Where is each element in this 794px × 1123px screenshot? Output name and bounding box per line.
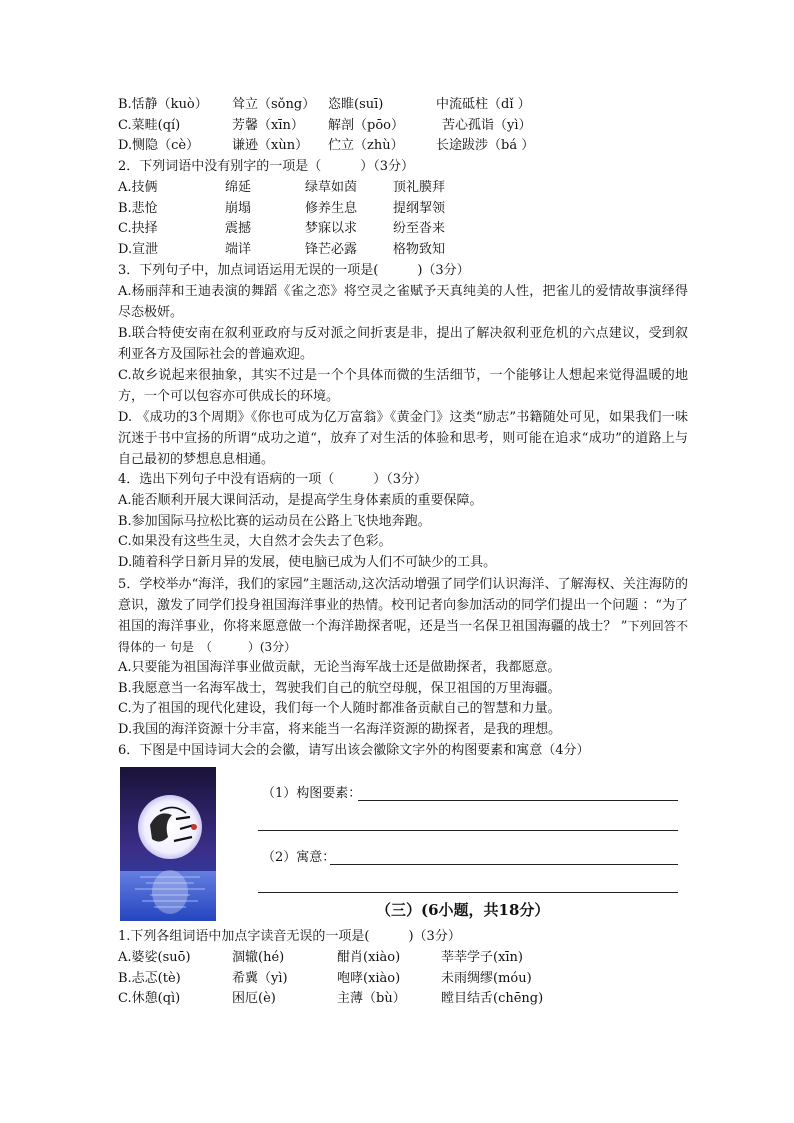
option-word: 提纲挈领 [393,200,446,216]
q5-stem-part1: 5．学校举办“海洋，我们的家园” [118,576,310,592]
option-word: D.宣泄 [118,241,159,257]
q3-option-b: B.联合特使安南在叙利亚政府与反对派之间折衷是非，提出了解决叙利亚危机的六点建议，受到叙利亚各方及国际社会的普遍欢迎。 [118,326,688,363]
question-stem: 2．下列词语中没有别字的一项是（ ）（3分） [118,159,415,175]
question-3 [118,261,688,471]
question-stem: 6．下图是中国诗词大会的会徽，请写出该会徽除文字外的构图要素和寓意（4分） [118,742,590,758]
option-word: B.悲怆 [118,200,158,216]
q5-option-b: B.我愿意当一名海军战士，驾驶我们自己的航空母舰，保卫祖国的万里海疆。 [118,680,561,696]
question-stem: 4．选出下列句子中没有语病的一项（ ）（3分） [118,472,428,488]
answer-row-3 [258,831,678,866]
option-word: 瞠目结舌(chēng) [441,991,544,1007]
sec3-option-b [118,969,688,990]
question-stem [118,574,688,658]
option-word: 主薄（bù） [337,991,406,1007]
option-word: 莘莘学子(xīn) [441,950,524,966]
option-word: 未雨绸缪(móu) [441,970,532,986]
q5-option-c: C.为了祖国的现代化建设，我们每一个人随时都准备贡献自己的智慧和力量。 [118,701,561,717]
option-word: C.抉择 [118,221,158,237]
option-word: 绵延 [225,179,252,195]
option-word: B.忐忑(tè) [118,970,181,986]
question-6 [118,741,688,928]
question-4 [118,470,688,574]
q5-option-a: A.只要能为祖国海洋事业做贡献，无论当海军战士还是做勘探者，我都愿意。 [118,659,561,675]
option-word: 纷至沓来 [393,221,446,237]
option-word: 震撼 [225,221,252,237]
option-word: 绿草如茵 [305,179,358,195]
q3-option-d: D. 《成功的3个周期》《你也可成为亿万富翁》《黄金门》这类“励志”书籍随处可见，如果我们一味沉迷于书中宣扬的所谓“成功之道“，放弃了对生活的体验和思考，则可能在追求“成功”的道路上与自己最初的梦想息息相通。 [118,410,688,468]
q3-option-a: A.杨丽萍和王迪表演的舞蹈《雀之恋》将空灵之雀赋予天真纯美的人性，把雀儿的爱情故事演绎得尽态极妍。 [118,284,688,321]
q2-option-b [118,199,688,220]
option-word: 涸辙(hé) [232,950,285,966]
option-word: 谦逊（xùn） [232,138,309,154]
section-3 [118,927,688,1010]
emblem-and-answers [118,767,688,927]
option-word: 恣睢(suī) [328,97,384,112]
option-word: 耸立（sǒng） [232,97,316,112]
q1-option-b [118,95,688,116]
q5-option-d: D.我国的海洋资源十分丰富，将来能当一名海洋资源的勘探者，是我的理想。 [118,721,562,737]
option-word: 苦心孤诣（yì） [442,117,532,133]
q4-option-a: A.能否顺利开展大课间活动，是提高学生身体素质的重要保障。 [118,493,483,509]
q4-option-c: C.如果没有这些生灵，大自然才会失去了色彩。 [118,534,392,550]
question-5 [118,574,688,741]
answer-area [258,767,678,895]
q5-stem-part4: 下列回答不得体的一 句是 （ ）(3分） [118,618,688,654]
poetry-conference-emblem [120,767,216,921]
option-word: 崩塌 [225,200,252,216]
q1-options [118,95,688,157]
answer-row-1 [258,767,678,802]
option-word: D.恻隐（cè） [118,138,200,154]
question-2 [118,157,688,261]
option-word: 格物致知 [393,241,446,257]
option-word: 修养生息 [305,200,358,216]
option-word: A.技俩 [118,179,158,195]
option-word: 酣肖(xiào) [337,950,401,966]
exam-page [118,95,688,1010]
option-word: 长途跋涉（bá ） [436,138,535,154]
question-stem: 1.下列各组词语中加点字读音无误的一项是( )（3分） [118,929,461,945]
answer-row-4 [258,861,678,895]
option-word: 希冀（yì) [232,970,288,986]
option-word: A.婆娑(suō) [118,950,191,966]
question-stem: 3．下列句子中，加点词语运用无误的一项是( )（3分） [118,262,470,278]
label-composition: （1）构图要素： [262,786,362,802]
q3-option-c: C.故乡说起来很抽象，其实不过是一个个具体而微的生活细节，一个能够让人想起来觉得温暖的地方，一个可以包容亦可供成长的环境。 [118,368,688,405]
option-word: 锋芒必露 [305,241,358,257]
answer-row-2 [258,797,678,831]
option-word: 端详 [225,241,252,257]
q2-option-c [118,219,688,240]
q2-option-d [118,240,688,261]
option-word: C.菜畦(qí) [118,117,181,133]
label-meaning: （2）寓意： [262,850,336,866]
option-word: 解剖（pōo） [328,117,404,133]
q1-option-c [118,116,688,137]
q5-stem-part2: 主题活动 [309,576,358,591]
sec3-option-c [118,989,688,1010]
option-word: 芳馨（xīn） [232,117,304,133]
q4-option-d: D.随着科学日新月异的发展，使电脑已成为人们不可缺少的工具。 [118,555,497,571]
option-word: 伫立（zhù） [328,138,404,154]
option-word: C.休憩(qì) [118,991,181,1007]
q4-option-b: B.参加国际马拉松比赛的运动员在公路上飞快地奔跑。 [118,513,431,529]
section-title: （三）(6小题，共18分） [376,901,550,920]
option-word: 困厄(è) [232,991,276,1007]
q2-option-a [118,178,688,199]
option-word: 中流砥柱（dǐ ） [436,97,531,112]
option-word: 顶礼膜拜 [393,179,446,195]
answer-line[interactable] [258,892,678,893]
option-word: B.恬静（kuò） [118,97,208,112]
sec3-option-a [118,948,688,969]
option-word: 梦寐以求 [305,221,358,237]
q1-option-d [118,136,688,157]
option-word: 咆哮(xiào) [337,970,401,986]
q5-stem-part3: ,这次活动增强了同学们认识海洋、了解海权、关注海防的意识，激发了同学们投身祖国海洋事业的热情。校刊记者向参加活动的同学们提出一个问题 ：“为了祖国的海洋事业，你将来愿意做一个海洋勘探者呢，还是当一名保卫祖国海疆的战士？ ” [118,576,688,634]
